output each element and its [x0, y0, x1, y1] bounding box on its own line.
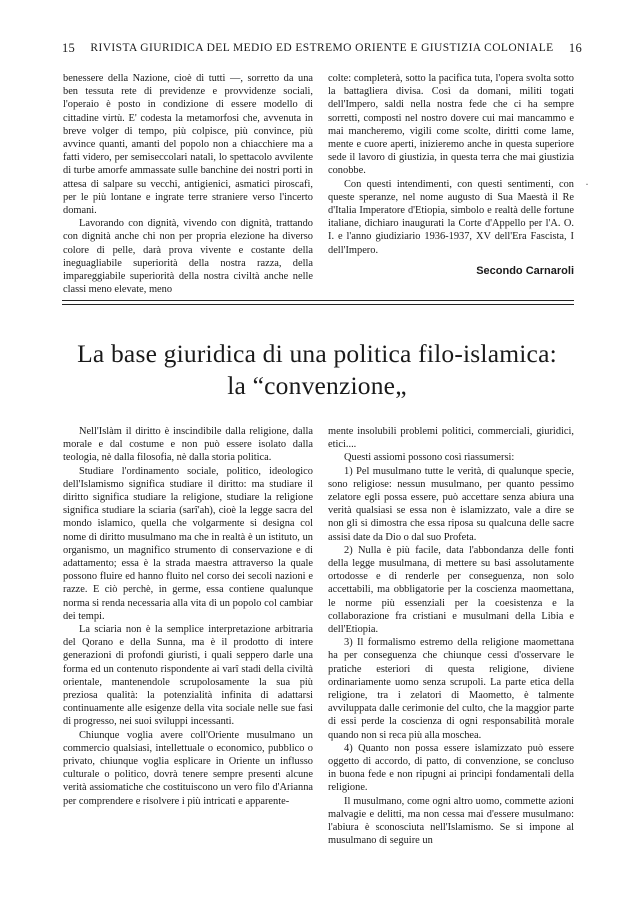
- paragraph: colte: completerà, sotto la pacifica tuta, l'opera svolta sotto la battagliera divisa. Così da domani, militi togati dell'Impero, saldi nella nostra fede che ci ha sempre sorretti, composti nel nostro dovere cui mai mancammo e mai mancheremo, vigili come scolte, diritti come lame, mente e cuore aperti, inizieremo anche in questa superiore sede il lavoro di giustizia, in questa terra che mai giustizia conobbe.: [328, 73, 574, 177]
- section-divider-bottom: [62, 304, 574, 305]
- article-right-column: [328, 425, 574, 848]
- paragraph: Questi assiomi possono così riassumersi:: [344, 452, 515, 464]
- paragraph: Nell'Islàm il diritto è inscindibile dalla religione, dalla morale e dal costume e non può essere isolato dalla teologia, nè dalla filosofia, nè dalla storia politica.: [63, 426, 313, 464]
- previous-article-right-column: [328, 72, 574, 257]
- previous-article-left-column: [63, 72, 313, 296]
- axiom-item: 4) Quanto non possa essere islamizzato può essere oggetto di accordo, di patto, di convenzione, se concluso in buona fede e non ripugni ai princìpi fondamentali della religione.: [328, 742, 574, 794]
- paragraph: La sciaria non è la semplice interpretazione arbitraria del Qorano e della Sunna, ma è il prodotto di intere generazioni di profondi giuristi, i quali seppero darle una forma ed un contenuto rispondente ai varî stadi della civiltà orientale, mantenendole scrupolosamente la sua più preziosa qualità: la potenzialità infinita di adattarsi continuamente alle esigenze della vita sociale nelle sue fasi di progresso, nei suoi sviluppi incessanti.: [63, 624, 313, 728]
- margin-dot-mark: ·: [585, 177, 589, 191]
- paragraph: Lavorando con dignità, vivendo con dignità, trattando con dignità anche chi non per propria elezione ha diverso colore di pelle, darà prova vivente e costante della ineguagliabile superiorità della nostra razza, della impareggiabile superiorità della nostra civiltà anche nelle classi meno elevate, meno: [63, 218, 313, 296]
- paragraph: mente insolubili problemi politici, commerciali, giuridici, etici....: [328, 426, 574, 451]
- paragraph: Chiunque voglia avere coll'Oriente musulmano un commercio qualsiasi, intellettuale o economico, pubblico o privato, chiunque voglia esplicare in Oriente un influsso culturale o politico, dovrà tenere sempre presenti alcune verità assiomatiche che costituiscono un vero filo d'Arianna per comprendere e risolvere i più intricati e apparente-: [63, 729, 313, 807]
- section-divider-top: [62, 300, 574, 301]
- paragraph: Il musulmano, come ogni altro uomo, commette azioni malvagie e delitti, ma non cessa mai d'essere musulmano: l'abiura è sconosciuta nell'Islamismo. Se si impone al musulmano di seguire un: [328, 795, 574, 847]
- axiom-item: 2) Nulla è più facile, data l'abbondanza delle fonti della legge musulmana, di mettere su basi assolutamente ortodosse e di renderle per conseguenza, non solo accettabili, ma obbligatorie per la coscienza maomettana, le norme più essenziali per la coesistenza e la collaborazione fra cristiani e musulmani della Libia e dell'Etiopia.: [328, 544, 574, 636]
- axiom-item: 3) Il formalismo estremo della religione maomettana ha per conseguenza che chiunque cessi d'osservare le pratiche esteriori di questa religione, diviene ordinariamente uomo senza scrupoli. La parte etica della religione, tra i zelatori di Maometto, è talmente avviluppata dalle cerimonie del culto, che la maggior parte di essi perde la coscienza di ogni responsabilità morale quando non si reca più alla moschea.: [328, 637, 574, 741]
- article-title-line-2: la “convenzione„: [227, 371, 407, 400]
- article-title: [40, 338, 594, 402]
- paragraph: Studiare l'ordinamento sociale, politico, ideologico dell'Islamismo significa studiare il diritto: ma studiare il diritto significa studiare la religione, studiare la religione significa studiare la sciaria (sarî'ah), cioè la legge sacra del mondo islamico, quella che volgarmente si designa col nome di diritto musulmano ma che in realtà è un istituto, un organismo, un magnifico strumento di conservazione e di adattamento; essa è la strada maestra attraverso la quale possono fluire ed hanno fluito nel corso dei secoli nazioni e razze. E ciò perchè, in germe, essa contiene qualunque norma si renda necessaria alla vita di un popolo col cambiar dei tempi.: [63, 465, 313, 622]
- article-title-line-1: La base giuridica di una politica filo-islamica:: [77, 339, 557, 368]
- article-left-column: [63, 425, 313, 808]
- running-header: [62, 41, 582, 57]
- journal-title: RIVISTA GIURIDICA DEL MEDIO ED ESTREMO ORIENTE E GIUSTIZIA COLONIALE: [90, 42, 554, 54]
- page-number-left: 15: [62, 41, 76, 55]
- axiom-item: 1) Pel musulmano tutte le verità, di qualunque specie, sono religiose: nessun musulmano, per quanto pessimo zelatore egli possa essere, può accettare senza abiura una verità qualsiasi se essa non è islamizzato, vale a dire se non gli si dimostra che essa riposa su qualcuna delle sacre assisi date da Dio o dal suo Profeta.: [328, 465, 574, 543]
- paragraph: Con questi intendimenti, con questi sentimenti, con queste speranze, nel nome augusto di Sua Maestà il Re d'Italia Imperatore d'Etiopia, simbolo e realtà delle fortune italiane, dichiaro inaugurati la Corte d'Appello per l'A. O. I. e l'anno giudiziario 1936-1937, XV dell'Era Fascista, I dell'Impero.: [328, 178, 574, 256]
- page-number-right: 16: [568, 41, 582, 55]
- paragraph: benessere della Nazione, cioè di tutti —, sorretto da una ben tessuta rete di previdenze e provvidenze sociali, l'operaio è posto in condizione di essere modello di cittadine virtù. E' codesta la metamorfosi che, avvenuta in breve volger di tempo, più colpisce, più convince, più avvince quanti, amanti del popolo non a chiacchiere ma a fatti videro, per semiseccolari natali, lo spettacolo avvilente di turbe amorfe ammassate sulle banchine dei nostri porti in attesa di salpare su vecchi, antigienici, asmatici piroscafi, per le più lontane e ingrate terre straniere verso l'incerto domani.: [63, 73, 313, 217]
- author-signature: Secondo Carnaroli: [476, 265, 574, 277]
